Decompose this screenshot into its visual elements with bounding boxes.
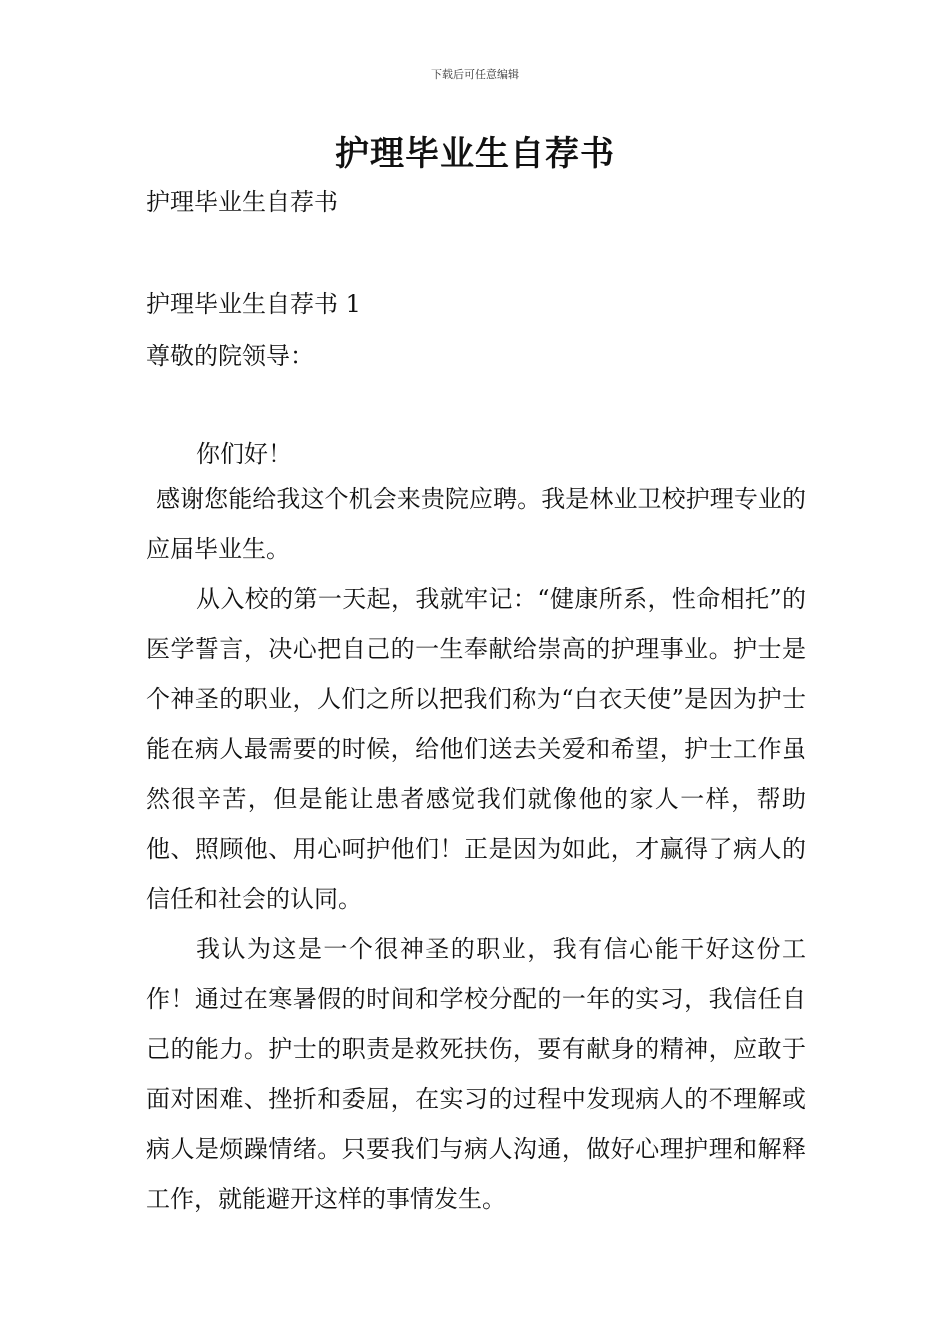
greeting: 你们好！ — [196, 440, 292, 468]
section-heading: 护理毕业生自荐书 1 — [146, 290, 361, 318]
document-subtitle: 护理毕业生自荐书 — [146, 188, 338, 216]
paragraph-2: 从入校的第一天起，我就牢记：“健康所系，性命相托”的医学誓言，决心把自己的一生奉献给崇高的护理事业。护士是个神圣的职业，人们之所以把我们称为“白衣天使”是因为护士能在病人最需要的时候，给他们送去关爱和希望，护士工作虽然很辛苦，但是能让患者感觉我们就像他的家人一样，帮助他、照顾他、用心呵护他们！正是因为如此，才赢得了病人的信任和社会的认同。 — [146, 585, 806, 913]
salutation: 尊敬的院领导： — [146, 342, 314, 370]
header-note: 下载后可任意编辑 — [431, 68, 519, 81]
letter-body — [146, 474, 806, 1224]
page-title: 护理毕业生自荐书 — [335, 134, 615, 174]
paragraph-1: 感谢您能给我这个机会来贵院应聘。我是林业卫校护理专业的应届毕业生。 — [146, 485, 806, 563]
paragraph-3: 我认为这是一个很神圣的职业，我有信心能干好这份工作！通过在寒暑假的时间和学校分配的一年的实习，我信任自己的能力。护士的职责是救死扶伤，要有献身的精神，应敢于面对困难、挫折和委屈，在实习的过程中发现病人的不理解或病人是烦躁情绪。只要我们与病人沟通，做好心理护理和解释工作，就能避开这样的事情发生。 — [146, 935, 806, 1213]
